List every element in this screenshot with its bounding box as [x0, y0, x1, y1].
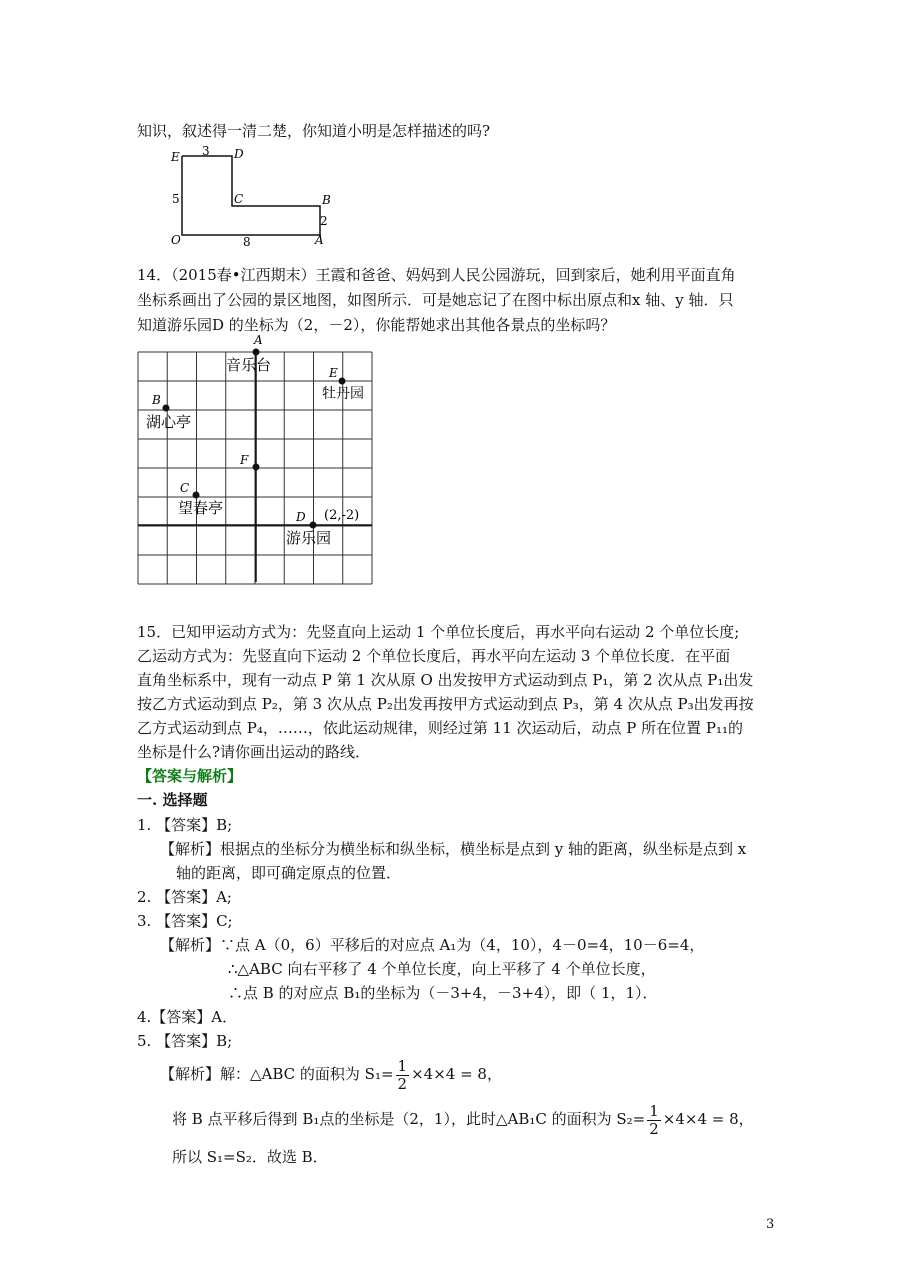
l-shape-outline	[182, 156, 320, 235]
point-a	[253, 349, 260, 356]
q14-line1: 14．（2015春•江西期末）王霞和爸爸、妈妈到人民公园游玩，回到家后，她利用平面直角	[137, 266, 736, 284]
place-e: 牡丹园	[322, 386, 364, 402]
answer-5-exp-line3: 所以 S₁=S₂．故选 B．	[172, 1148, 328, 1166]
q15-line6: 坐标是什么?请你画出运动的路线．	[137, 743, 371, 761]
a5-exp1-pre: 【解析】解：△ABC 的面积为 S₁=	[160, 1065, 394, 1083]
label-o: O	[171, 233, 181, 247]
answer-4: 4.【答案】A．	[137, 1008, 238, 1026]
length-right: 2	[320, 214, 328, 228]
answer-3-exp-line2: ∴△ABC 向右平移了 4 个单位长度，向上平移了 4 个单位长度，	[228, 960, 656, 978]
place-c: 望春亭	[178, 499, 224, 517]
answer-1: 1. 【答案】B;	[137, 816, 233, 834]
label-e: E	[171, 150, 180, 164]
a5-exp1-post: ×4×4 = 8，	[411, 1065, 502, 1083]
place-b: 湖心亭	[146, 413, 192, 431]
point-f	[253, 464, 260, 471]
page-number: 3	[766, 1217, 775, 1232]
frac-denominator-2: 2	[649, 1119, 659, 1138]
point-b	[163, 405, 170, 412]
answer-1-exp-line1: 【解析】根据点的坐标分为横坐标和纵坐标，横坐标是点到 y 轴的距离，纵坐标是点到 x	[160, 840, 747, 858]
section-heading: 一. 选择题	[137, 791, 208, 809]
q14-line3: 知道游乐园D 的坐标为（2，－2），你能帮她求出其他各景点的坐标吗？	[137, 316, 616, 334]
answer-1-exp-line2: 轴的距离，即可确定原点的位置．	[176, 864, 402, 882]
label-a: A	[315, 233, 324, 247]
label-c: C	[234, 192, 244, 206]
frac-numerator: 1	[397, 1056, 408, 1075]
q15-line1: 15．已知甲运动方式为：先竖直向上运动 1 个单位长度后，再水平向右运动 2 个单位长度;	[137, 623, 740, 641]
answer-3-exp-line3: ∴点 B 的对应点 B₁的坐标为（－3+4，－3+4），即（ 1，1）．	[228, 984, 658, 1002]
point-e	[339, 378, 346, 385]
point-label-f: F	[240, 453, 249, 467]
length-bottom: 8	[243, 235, 251, 249]
answers-heading: 【答案与解析】	[137, 767, 243, 785]
point-label-b: B	[152, 393, 161, 407]
label-b: B	[322, 193, 331, 207]
q15-line2: 乙运动方式为：先竖直向下运动 2 个单位长度后，再水平向左运动 3 个单位长度．在平面	[137, 647, 731, 665]
a5-exp2-post: ×4×4 = 8，	[662, 1110, 754, 1128]
point-d	[310, 522, 317, 529]
point-label-a: A	[254, 333, 263, 347]
a5-exp2-pre: 将 B 点平移后得到 B₁点的坐标是（2，1），此时△AB₁C 的面积为 S₂=	[172, 1110, 646, 1128]
frac-denominator: 2	[397, 1074, 408, 1093]
length-top: 3	[202, 144, 210, 158]
fraction-one-half-2	[647, 1103, 661, 1138]
answer-5-exp-line1	[160, 1055, 502, 1093]
answer-3-exp-line1: 【解析】∵点 A（0，6）平移后的对应点 A₁为（4，10），4－0=4，10－6=4，	[160, 936, 705, 954]
q13-tail-text: 知识，叙述得一清二楚，你知道小明是怎样描述的吗?	[137, 122, 491, 140]
q15-line5: 乙方式运动到点 P₄，……，依此运动规律，则经过第 11 次运动后，动点 P 所在位置 P₁₁的	[137, 719, 744, 737]
answer-2: 2. 【答案】A;	[137, 888, 232, 906]
label-d: D	[234, 147, 244, 161]
frac-numerator-2: 1	[649, 1101, 659, 1120]
point-label-c: C	[180, 481, 190, 495]
q14-line2: 坐标系画出了公园的景区地图，如图所示．可是她忘记了在图中标出原点和x 轴、y 轴．只	[137, 291, 734, 309]
place-d: 游乐园	[286, 529, 332, 547]
answer-5-exp-line2	[172, 1100, 754, 1138]
answer-5: 5. 【答案】B;	[137, 1032, 233, 1050]
point-c	[193, 492, 200, 499]
q14-park-map	[130, 330, 380, 590]
d-coordinate: (2,-2)	[324, 508, 360, 523]
point-label-d: D	[296, 510, 306, 524]
place-a: 音乐台	[226, 356, 272, 374]
length-left: 5	[172, 192, 180, 206]
point-label-e: E	[329, 366, 338, 380]
answer-3: 3. 【答案】C;	[137, 912, 233, 930]
q15-line3: 直角坐标系中，现有一动点 P 第 1 次从原 O 出发按甲方式运动到点 P₁，第 2 次从点 P₁出发	[137, 671, 754, 689]
q15-line4: 按乙方式运动到点 P₂，第 3 次从点 P₂出发再按甲方式运动到点 P₃，第 4 次从点 P₃出发再按	[137, 695, 754, 713]
fraction-one-half	[396, 1058, 410, 1093]
q13-l-shape-figure	[165, 140, 340, 252]
